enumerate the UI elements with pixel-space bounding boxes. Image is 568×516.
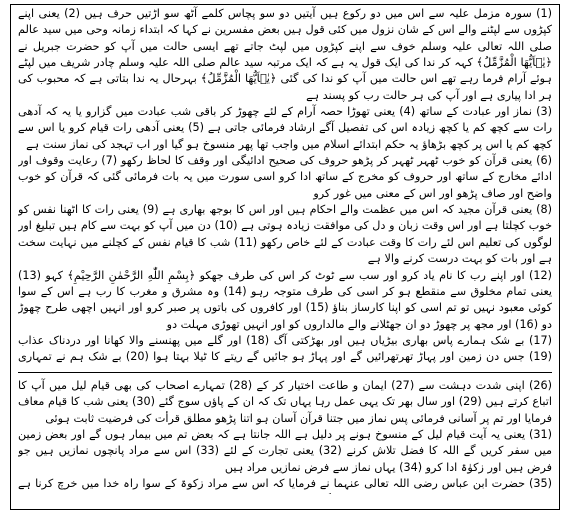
footnotes-section-two [18,378,552,494]
footnote-paragraph: (6) یعنی قرآن کو خوب ٹھہر ٹھہر کر پڑھو حروف کی صحیح ادائیگی اور وقف کا لحاظ رکھو (7) رعایت وقوف اور ادائے مخارج کے ساتھ اور حروف کو مخرج کے ساتھ ادا کرو اسی سورت میں یہ بات فرمائی گئی کہ قرآن کو خوب واضح اور صاف پڑھو اور اس کے معنی میں غور کرو [18,154,552,200]
footnote-paragraph: (17) بے شک ہمارے پاس بھاری بیڑیاں ہیں اور بھڑکتی آگ (18) اور گلے میں پھنسنے والا کھانا اور دردناک عذاب (19) جس دن زمین اور پہاڑ تھرتھرائیں گے اور پہاڑ ہو جائیں گے ریتے کا ٹیلا بہتا ہوا (20) بے شک ہم نے تمہاری [18,333,552,364]
footnote-paragraph: (8) یعنی قرآن مجید کہ اس میں عظمت والے احکام ہیں اور اس کا بوجھ بھاری ہے (9) یعنی رات کا اٹھنا نفس کو خوب کچلتا ہے اور اس وقت زبان و دل کی موافقت زیادہ ہوتی ہے (10) دن میں آپ کو بہت سے کام ہیں تبلیغ اور لوگوں کی تعلیم اس لئے رات کا وقت عبادت کے لئے خاص رکھو (11) شب کا قیام نفس کے کچلنے میں نہایت سخت ہے اور بات کو بہت درست کرنے والا ہے [18,203,552,266]
footnote-paragraph: (31) یعنی یہ آیت قیام لیل کے منسوخ ہونے پر دلیل ہے اللہ جانتا ہے کہ بعض تم میں بیمار ہوں گے اور بعض زمین میں سفر کریں گے اللہ کا فضل تلاش کرنے (32) یعنی تجارت کے لئے (33) اس سے مراد پانچوں نمازیں ہیں جو فرض ہیں اور زکوٰۃ ادا کرو (34) یہاں نماز سے فرض نمازیں مراد ہیں [18,428,552,474]
footnote-paragraph: (26) اپنی شدت دہشت سے (27) ایمان و طاعت اختیار کر کے (28) تمہارے اصحاب کی بھی قیام لیل میں آپ کا اتباع کرتے ہیں (29) اور سال بھر تک یہی عمل رہا یہاں تک کہ ان کے پاؤں سوج گئے (30) یعنی شب کا قیام معاف فرمایا اور تم پر آسانی فرمائی پس نماز میں جتنا قرآن آسان ہو اتنا پڑھو مطلق قرأت کی فرضیت ثابت ہوئی [18,379,552,425]
footnotes-section-one [18,6,552,368]
section-divider [18,372,552,373]
footnote-paragraph: (3) نماز اور عبادت کے ساتھ (4) یعنی تھوڑا حصہ آرام کے لئے چھوڑ کر باقی شب عبادت میں گزارو یا یہ کہ آدھی رات سے کچھ کم یا کچھ زیادہ اس کی تفصیل آگے ارشاد فرمائی جاتی ہے (5) یعنی آدھی رات قیام کرو یا اس سے کچھ کم یا اس پر کچھ بڑھاؤ یہ حکم ابتدائے اسلام میں واجب تھا پھر منسوخ ہو گیا اور اب تہجد کی نماز سنت ہے [18,105,552,151]
footnote-paragraph: (12) اور اپنے رب کا نام یاد کرو اور سب سے ٹوٹ کر اس کی طرف جھکو ﴿بِسْمِ اللّٰهِ الرَّحْمٰنِ الرَّحِیْمِ﴾ کہو (13) یعنی تمام مخلوق سے منقطع ہو کر اسی کی طرف متوجہ رہو (14) وہ مشرق و مغرب کا رب ہے اس کے سوا کوئی معبود نہیں تو تم اسی کو اپنا کارساز بناؤ (15) اور کافروں کی باتوں پر صبر کرو اور انہیں اچھی طرح چھوڑ دو (16) اور مجھ پر چھوڑ دو ان جھٹلانے والے مالداروں کو اور انہیں تھوڑی مہلت دو [18,268,552,331]
footnote-paragraph: (1) سورہ مزمل علیہ سے اس میں دو رکوع ہیں آیتیں دو سو پچاس کلمے آٹھ سو اڑتیں حرف ہیں (2) یعنی اپنے کپڑوں سے لپٹنے والے اس کے شان نزول میں کئی قول ہیں بعض مفسرین نے کہا کہ ابتداء زمانہ وحی میں سید عالم صلی اللہ تعالی علیہ وسلم خوف سے اپنے کپڑوں میں لپٹ جاتے تھے ایسی حالت میں آپ کو حضرت جبریل نے ﴿یٰۤاَیُّهَا الْمُزَّمِّلُ﴾ کہہ کر ندا کی ایک قول یہ ہے کہ ایک مرتبہ سید عالم صلی اللہ علیہ وسلم چادر شریف میں لپٹے ہوئے آرام فرما رہے تھے اس حالت میں آپ کو ندا کی گئی ﴿یٰۤاَیُّهَا الْمُزَّمِّلُ﴾ بہرحال یہ ندا بتاتی ہے کہ محبوب کی ہر ادا پیاری ہے اور آپ کی ہر حالت رب کو پسند ہے [18,7,552,102]
footnote-paragraph: (35) حضرت ابن عباس رضی اللہ تعالی عنہما نے فرمایا کہ اس سے مراد زکوۃ کے سوا راہ خدا میں خرچ کرنا ہے [18,477,552,491]
